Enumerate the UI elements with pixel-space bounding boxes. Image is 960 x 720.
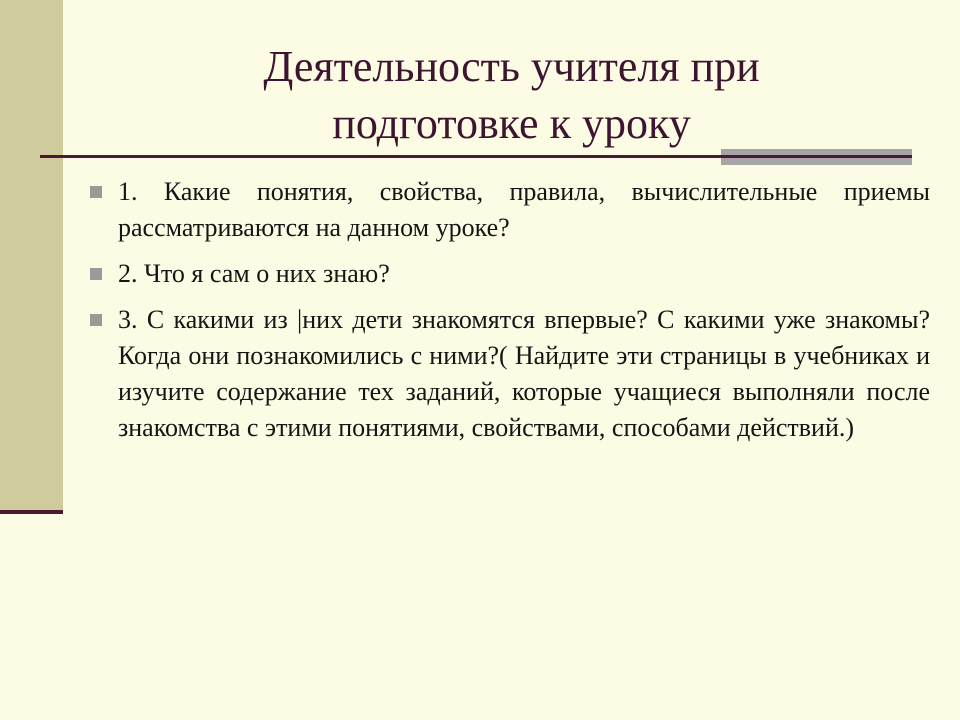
square-bullet-icon — [90, 268, 102, 280]
slide-title-line-2: подготовке к уроку — [332, 99, 691, 148]
slide-title-line-1: Деятельность учителя при — [263, 42, 760, 91]
side-band — [0, 0, 63, 512]
square-bullet-icon — [90, 314, 102, 326]
list-item-text: 1. Какие понятия, свойства, правила, вычислительные приемы рассматриваются на данном уроке? — [118, 177, 930, 242]
list-item-text: 3. С какими из |них дети знакомятся впервые? С какими уже знакомы? Когда они познакомились с ними?( Найдите эти страницы в учебниках и изучите содержание тех заданий, которые учащиеся выполняли после знакомства с этими понятиями, свойствами, способами действий.) — [118, 305, 930, 442]
side-band-rule — [0, 510, 63, 514]
bullet-list — [90, 174, 930, 456]
slide-title — [63, 38, 960, 152]
list-item — [90, 256, 930, 292]
list-item — [90, 174, 930, 246]
title-accent-bar-top — [721, 149, 912, 155]
title-accent-bar-bottom — [721, 158, 912, 165]
list-item — [90, 302, 930, 446]
list-item-text: 2. Что я сам о них знаю? — [118, 259, 390, 288]
square-bullet-icon — [90, 186, 102, 198]
